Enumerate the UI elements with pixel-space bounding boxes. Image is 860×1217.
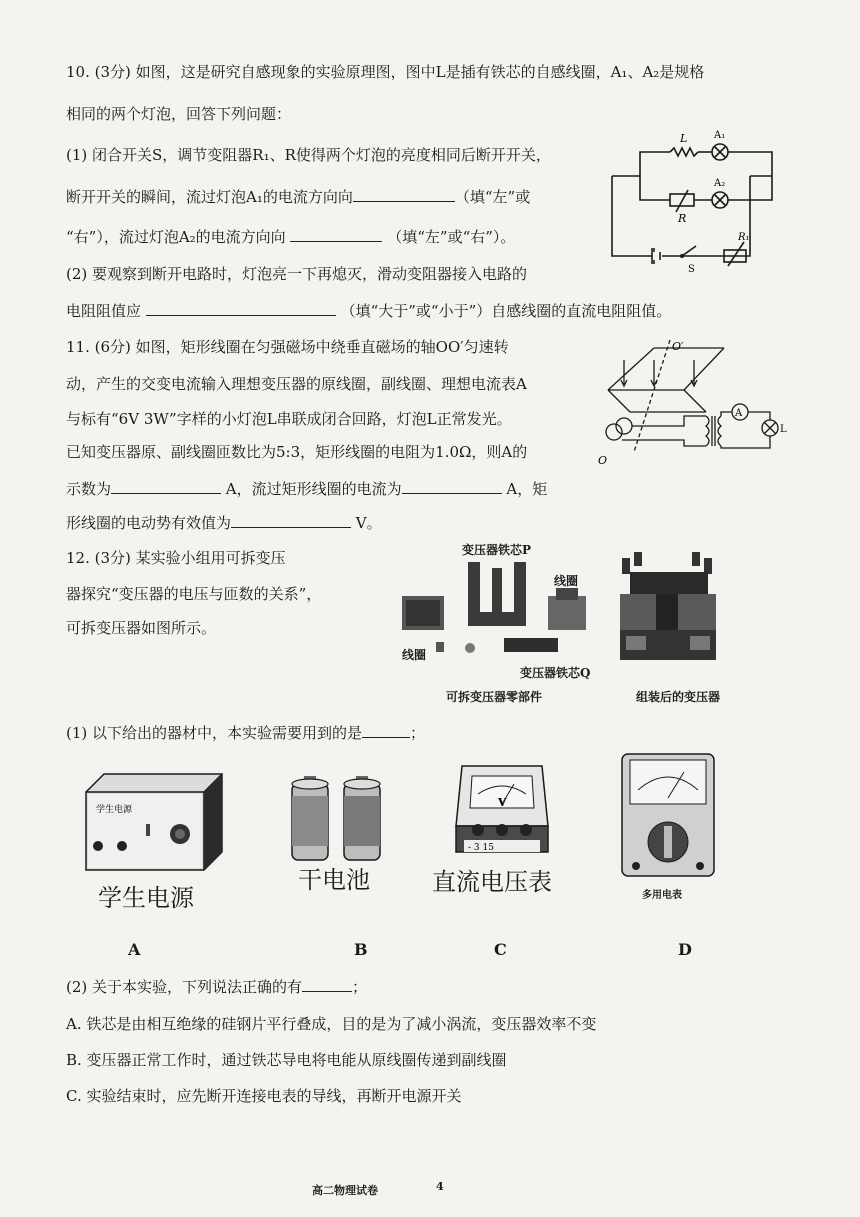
student-power-supply-image [82,770,224,876]
q12-part1-text: (1) 以下给出的器材中，本实验需要用到的是 [66,724,363,742]
q11-text: 示数为 [66,480,112,498]
q10-part1-text: 断开开关的瞬间，流过灯泡A₁的电流方向向 [66,188,353,206]
equipment-D-name: 多用电表 [642,890,682,901]
equipment-A-name: 学生电源 [98,884,194,912]
option-letter-A[interactable]: A [128,940,141,959]
answer-blank[interactable] [146,300,336,316]
footer-exam-title: 高二物理试卷 [312,1184,378,1197]
answer-blank[interactable] [302,976,352,992]
dry-batteries-image [286,766,386,862]
label-A2: A₂ [714,178,726,189]
label-S: S [688,264,695,275]
answer-blank[interactable] [362,722,410,738]
q10-part2-line1: (2) 要观察到断开电路时，灯泡亮一下再熄灭，滑动变阻器接入电路的 [66,265,528,283]
q10-stem-line2: 相同的两个灯泡，回答下列问题： [66,105,292,123]
self-induction-circuit-diagram [600,124,790,274]
multimeter-image [618,750,718,880]
assembled-transformer-photo [612,548,724,670]
answer-blank[interactable] [402,478,502,494]
answer-blank[interactable] [111,478,221,494]
q10-stem-line1: 10. (3分) 如图，这是研究自感现象的实验原理图，图中L是插有铁芯的自感线圈，A₁、A₂是规格 [66,63,705,81]
lamp-L-label: L [780,424,787,435]
q12-part2-line [66,976,367,997]
q11-text: V。 [355,514,382,532]
option-letter-C[interactable]: C [494,940,507,959]
q11-text: 形线圈的电动势有效值为 [66,514,232,532]
q12-part2-text: (2) 关于本实验，下列说法正确的有 [66,978,303,996]
q12-option-A[interactable]: A. 铁芯是由相互绝缘的硅钢片平行叠成，目的是为了减小涡流，变压器效率不变 [66,1015,597,1033]
q11-line3: 与标有“6V 3W”字样的小灯泡L串联成闭合回路，灯泡L正常发光。 [66,410,512,428]
coil-label-left: 线圈 [402,648,427,662]
assembled-caption: 组装后的变压器 [636,690,721,704]
core-Q-label: 变压器铁芯Q [520,666,591,680]
q10-part2-hint: （填“大于”或“小于”）自感线圈的直流电阻阻值。 [340,302,672,320]
q11-line4: 已知变压器原、副线圈匝数比为5:3，矩形线圈的电阻为1.0Ω，则A的 [66,443,528,461]
voltmeter-dial-letter: V [498,796,507,809]
q11-line1: 11. (6分) 如图，矩形线圈在匀强磁场中绕垂直磁场的轴OO′匀速转 [66,338,509,356]
q11-line2: 动，产生的交变电流输入理想变压器的原线圈，副线圈、理想电流表A [66,375,527,393]
q11-line6 [66,512,382,533]
q10-part1-hint: （填“左”或“右”）。 [387,228,516,246]
q12-option-C[interactable]: C. 实验结束时，应先断开连接电表的导线，再断开电源开关 [66,1087,462,1105]
label-A1: A₁ [714,130,726,141]
q12-part1-line [66,722,425,743]
ammeter-A-label: A [735,408,743,419]
coil-label-right: 线圈 [554,574,579,588]
label-L: L [680,132,688,145]
parts-caption: 可拆变压器零部件 [446,690,543,704]
answer-blank[interactable] [353,186,455,202]
footer-page-number: 4 [436,1180,444,1193]
q10-part1-text: “右”），流过灯泡A₂的电流方向向 [66,228,286,246]
q10-part1-line3 [66,226,515,247]
core-P-label: 变压器铁芯P [462,543,532,557]
q12-option-B[interactable]: B. 变压器正常工作时，通过铁芯导电将电能从原线圈传递到副线圈 [66,1051,507,1069]
q12-part1-end: ； [410,724,426,742]
label-O: O [598,454,608,467]
answer-blank[interactable] [290,226,382,242]
q12-line2: 器探究“变压器的电压与匝数的关系”， [66,585,322,603]
q11-line5 [66,478,547,499]
answer-blank[interactable] [231,512,351,528]
option-letter-B[interactable]: B [354,940,368,959]
transformer-parts-photo [396,556,596,668]
dc-voltmeter-image [452,760,552,860]
q10-part2-text: 电阻阻值应 [66,302,142,320]
q10-part1-line2 [66,186,530,207]
voltmeter-terminal-scale: - 3 15 [468,843,494,853]
equipment-B-name: 干电池 [298,866,370,894]
label-O-prime: O′ [672,340,684,353]
label-R: R [678,212,687,225]
q10-part1-hint: （填“左”或 [454,188,531,206]
q12-part2-end: ； [352,978,368,996]
power-supply-panel-label: 学生电源 [96,805,133,815]
q11-text: A，矩 [506,480,548,498]
rotating-coil-transformer-diagram [594,340,790,470]
q12-line3: 可拆变压器如图所示。 [66,619,217,637]
label-R1: R₁ [738,232,750,243]
equipment-C-name: 直流电压表 [432,868,552,896]
option-letter-D[interactable]: D [678,940,692,959]
q11-text: A，流过矩形线圈的电流为 [225,480,402,498]
q10-part2-line2 [66,300,671,321]
q12-line1: 12. (3分) 某实验小组用可拆变压 [66,549,286,567]
q10-part1-line1: (1) 闭合开关S，调节变阻器R₁、R使得两个灯泡的亮度相同后断开开关， [66,146,551,164]
